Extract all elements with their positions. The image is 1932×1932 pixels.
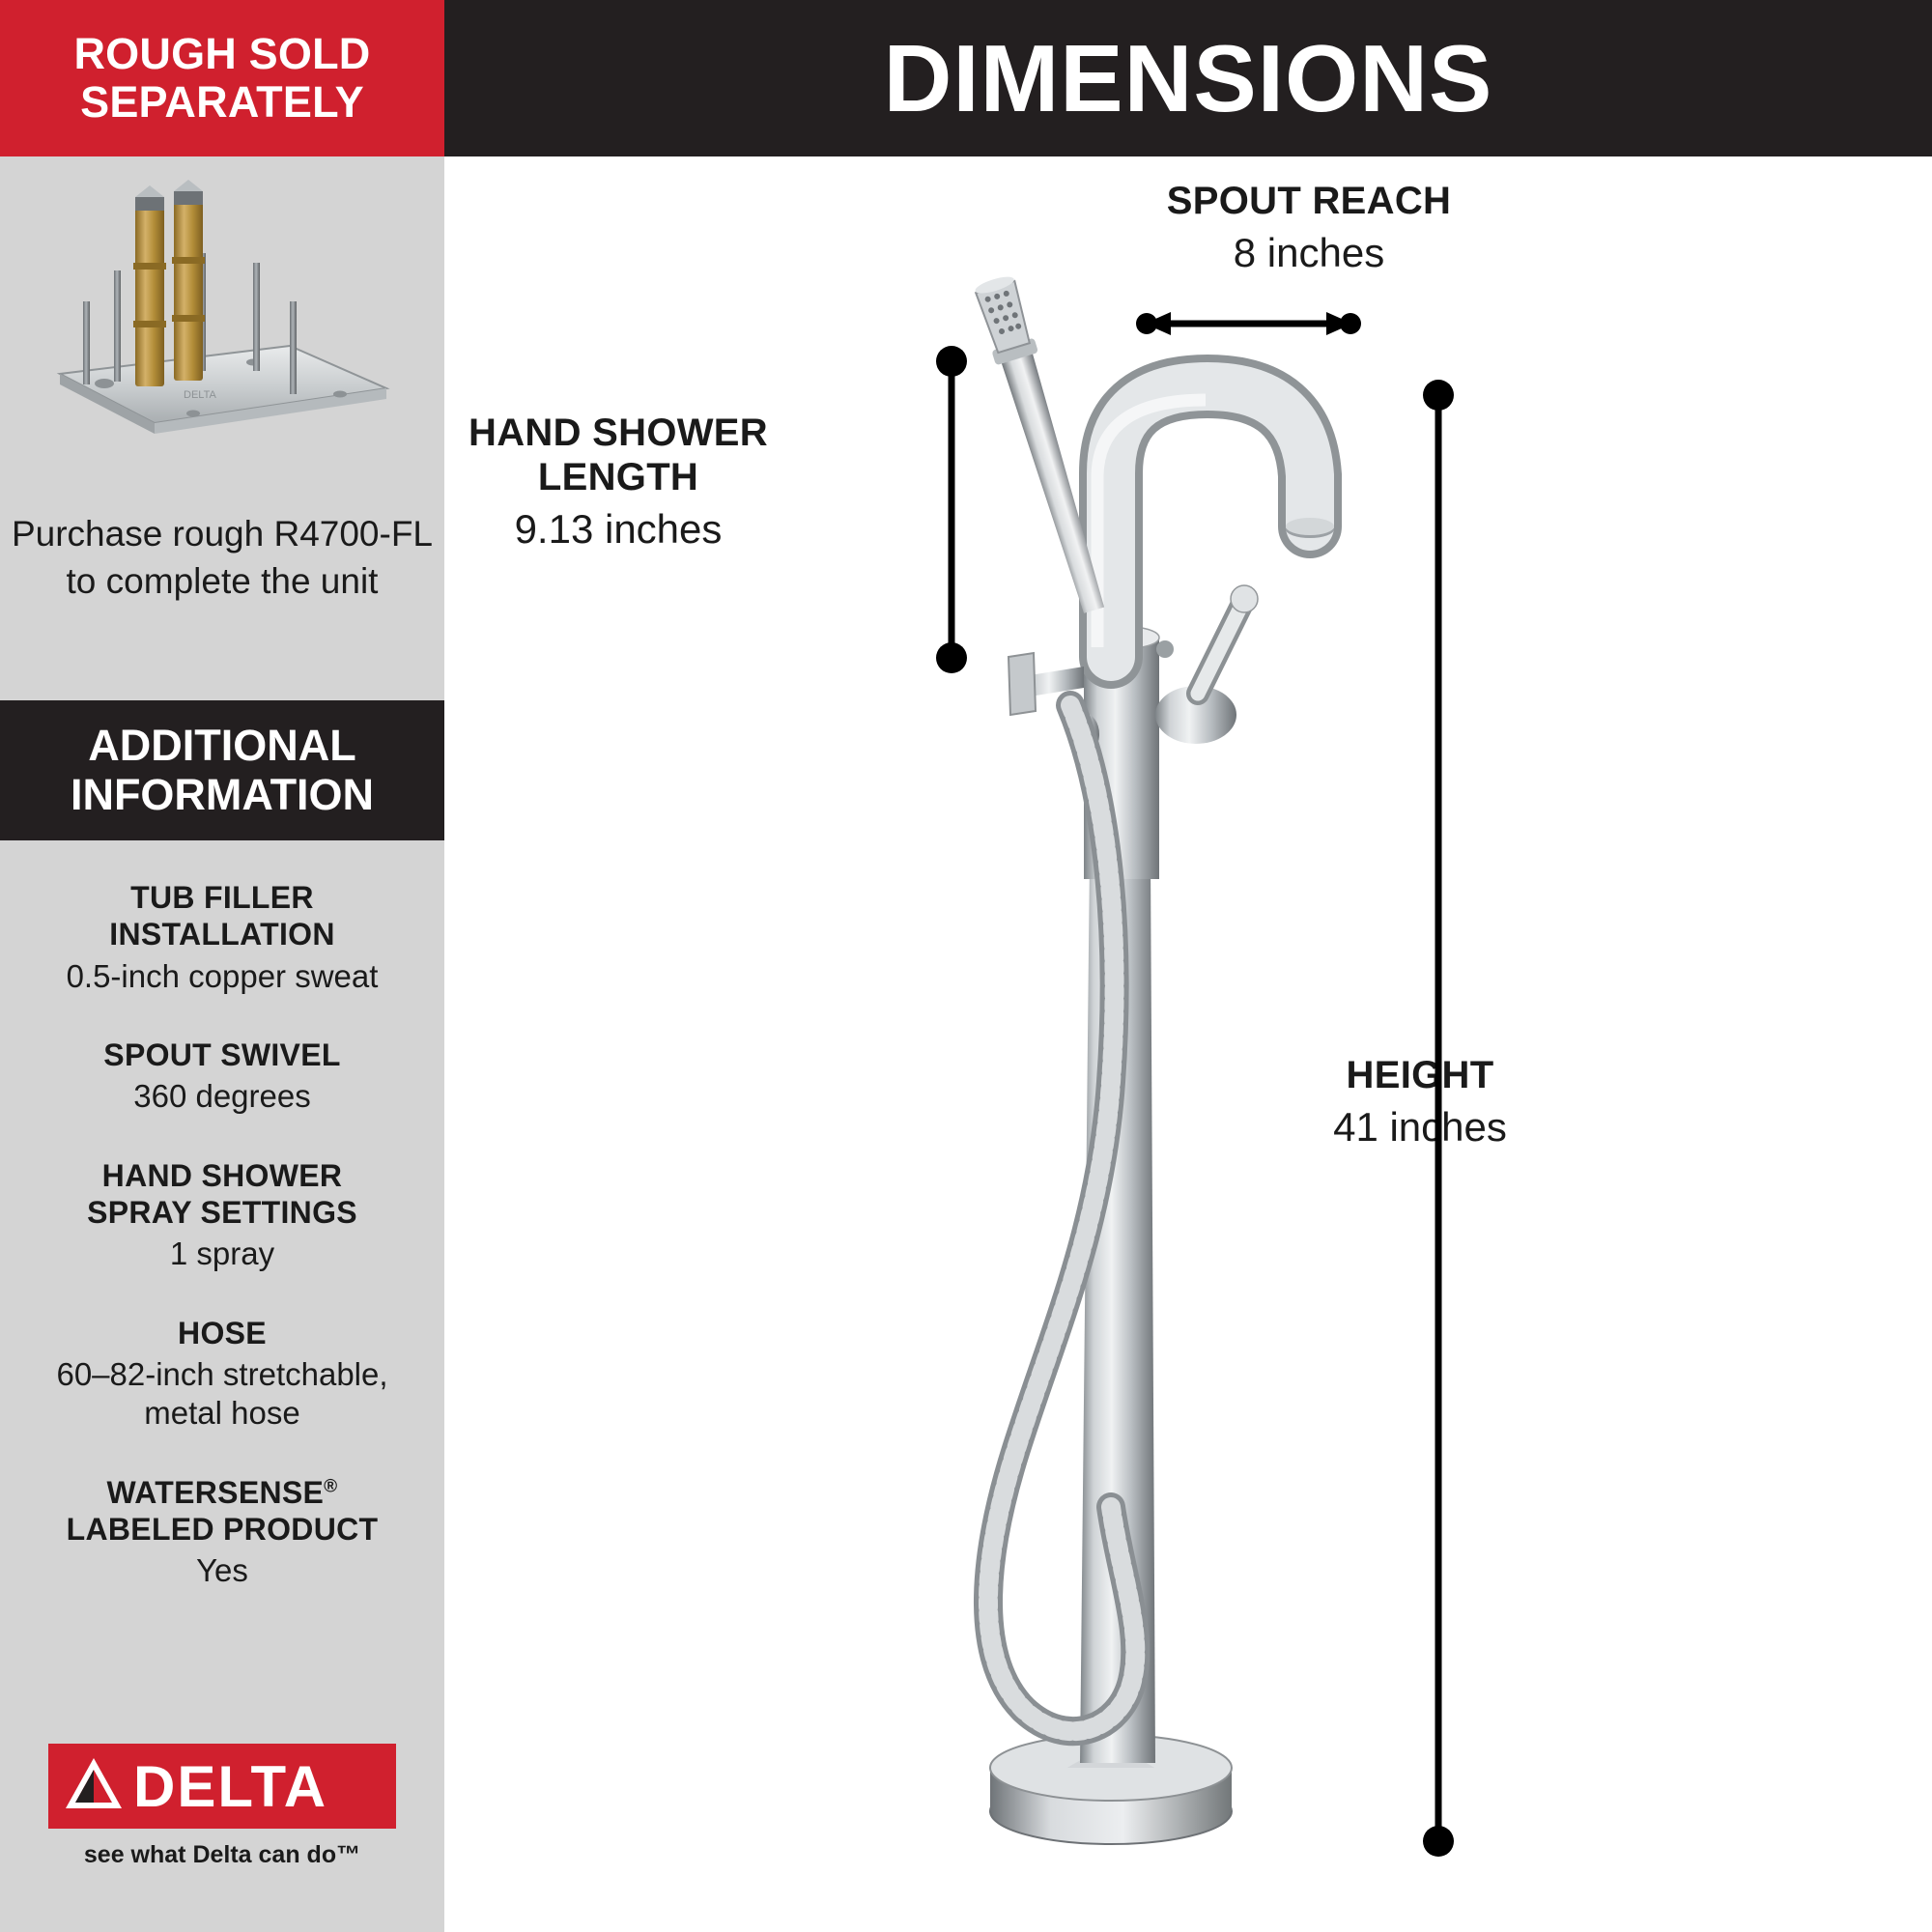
spec-value: 0.5-inch copper sweat <box>66 957 379 994</box>
page-title: DIMENSIONS <box>883 24 1493 131</box>
spec-value: Yes <box>196 1552 248 1589</box>
rough-banner-line1: ROUGH SOLD <box>73 28 371 78</box>
main-panel <box>444 0 1932 1932</box>
delta-logo <box>48 1744 396 1869</box>
sidebar <box>0 0 444 1932</box>
spec-label-line2: INSTALLATION <box>109 917 335 952</box>
dimension-height <box>1208 1053 1633 1151</box>
dimension-name-line2: LENGTH <box>537 456 699 498</box>
dimension-name: SPOUT REACH <box>1166 180 1452 222</box>
dimension-value: 8 inches <box>1233 230 1385 275</box>
dimension-name-line1: HAND SHOWER <box>469 412 768 454</box>
spec-value: 360 degrees <box>133 1078 311 1115</box>
dimension-spout-reach <box>1106 179 1512 277</box>
rough-sold-separately-banner <box>0 0 444 156</box>
spec-item-spout-swivel <box>0 1037 444 1117</box>
spec-label-line1: WATERSENSE <box>106 1474 325 1510</box>
spec-label <box>21 1157 423 1232</box>
dimensions-title-bar <box>444 0 1932 156</box>
spec-item-hose <box>0 1315 444 1434</box>
spec-label <box>21 1474 423 1548</box>
additional-banner-text <box>71 722 374 819</box>
spec-label-line1: TUB FILLER <box>130 880 314 915</box>
rough-caption: Purchase rough R4700-FL to complete the unit <box>11 514 434 602</box>
spec-value: 1 spray <box>169 1236 275 1272</box>
rough-banner-line2: SEPARATELY <box>80 77 364 127</box>
spec-label-line1: HAND SHOWER <box>101 1157 343 1193</box>
delta-wordmark: DELTA <box>133 1753 328 1819</box>
spec-label-line2: LABELED PRODUCT <box>66 1511 379 1547</box>
dimension-value: 41 inches <box>1333 1104 1507 1150</box>
delta-triangle-icon <box>62 1754 126 1819</box>
spec-value: 60–82-inch stretchable, metal hose <box>56 1356 388 1432</box>
spec-label <box>21 879 423 953</box>
rough-banner-text <box>64 30 380 128</box>
additional-banner-line1: ADDITIONAL <box>88 721 356 771</box>
rough-valve-image <box>0 156 444 495</box>
additional-information-banner <box>0 700 444 840</box>
spec-label: HOSE <box>178 1315 267 1350</box>
spec-item-hand-shower-spray-settings <box>0 1157 444 1274</box>
dimension-name <box>425 411 811 499</box>
dimension-value: 9.13 inches <box>514 506 723 552</box>
delta-logo-box <box>48 1744 396 1829</box>
delta-tagline: see what Delta can do™ <box>83 1841 361 1868</box>
svg-text:DELTA: DELTA <box>184 389 216 401</box>
spec-item-watersense <box>0 1474 444 1591</box>
dimension-hand-shower-length <box>425 411 811 554</box>
registered-mark: ® <box>324 1475 338 1496</box>
additional-banner-line2: INFORMATION <box>70 769 375 819</box>
dimension-name: HEIGHT <box>1346 1054 1494 1096</box>
spec-label: SPOUT SWIVEL <box>103 1037 341 1073</box>
spec-label-line2: SPRAY SETTINGS <box>87 1195 357 1231</box>
spec-item-tub-filler-installation <box>0 879 444 996</box>
spec-list <box>0 879 444 1632</box>
